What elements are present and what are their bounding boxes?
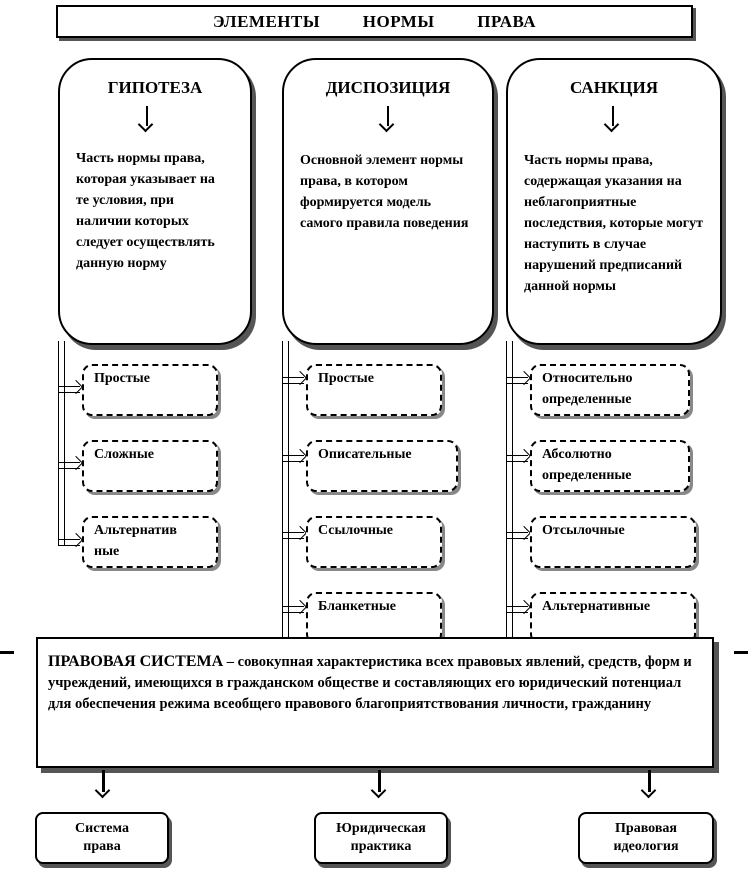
arrow-right-icon xyxy=(58,386,80,393)
arrow-right-icon xyxy=(282,532,304,539)
hypothesis-box xyxy=(58,58,252,345)
hypothesis-type-label: Сложные xyxy=(94,447,154,462)
hypothesis-type-complex xyxy=(82,440,218,492)
hypothesis-type-simple xyxy=(82,364,218,416)
disposition-title: ДИСПОЗИЦИЯ xyxy=(325,78,451,97)
divider-dash xyxy=(0,651,14,654)
arrow-down-icon xyxy=(648,770,651,792)
disposition-connector-line xyxy=(282,341,289,637)
hypothesis-title: ГИПОТЕЗА xyxy=(107,78,203,97)
sanction-type-label: Абсолютно определенные xyxy=(542,447,632,483)
disposition-type-reference xyxy=(306,516,442,568)
hypothesis-type-alternative xyxy=(82,516,218,568)
arrow-right-icon xyxy=(282,455,304,462)
arrow-right-icon xyxy=(282,377,304,384)
sanction-box xyxy=(506,58,722,345)
arrow-right-icon xyxy=(506,377,528,384)
component-law-system xyxy=(35,812,169,864)
component-label: Система права xyxy=(75,821,129,854)
arrow-down-icon xyxy=(612,106,614,126)
arrow-right-icon xyxy=(506,606,528,613)
sanction-definition: Часть нормы права, содержащая указания на неблагоприятные последствия, которые могут наступить в случае нарушений предписаний данной нормы xyxy=(524,153,703,294)
sanction-type-relative xyxy=(530,364,690,416)
arrow-right-icon xyxy=(282,606,304,613)
disposition-type-label: Бланкетные xyxy=(318,599,397,614)
sanction-type-label: Отсылочные xyxy=(542,523,625,538)
legal-system-term: ПРАВОВАЯ СИСТЕМА xyxy=(48,653,224,670)
sanction-connector-line xyxy=(506,341,513,637)
disposition-type-label: Ссылочные xyxy=(318,523,394,538)
component-legal-practice xyxy=(314,812,448,864)
arrow-right-icon xyxy=(58,462,80,469)
hypothesis-connector-line xyxy=(58,341,65,546)
disposition-definition: Основной элемент нормы права, в котором формируется модель самого правила поведения xyxy=(300,153,469,231)
arrow-right-icon xyxy=(506,455,528,462)
arrow-down-icon xyxy=(387,106,389,126)
legal-system-definition: – совокупная характеристика всех правовых явлений, средств, форм и учреждений, имеющихся в гражданском обществе и составляющих его юридический потенциал для обеспечения режима всеобщего правового благоприятствования личности, гражданину xyxy=(48,654,692,712)
sanction-type-absolute xyxy=(530,440,690,492)
disposition-type-label: Простые xyxy=(318,371,374,386)
divider-dash xyxy=(734,651,748,654)
disposition-type-descriptive xyxy=(306,440,458,492)
hypothesis-definition: Часть нормы права, которая указывает на те условия, при наличии которых следует осуществлять данную норму xyxy=(76,151,215,271)
disposition-box xyxy=(282,58,494,345)
hypothesis-type-label: Простые xyxy=(94,371,150,386)
hypothesis-type-label: Альтернатив ные xyxy=(94,523,177,559)
diagram-title-text: ЭЛЕМЕНТЫ НОРМЫ ПРАВА xyxy=(212,11,537,31)
sanction-type-reference xyxy=(530,516,696,568)
sanction-title: САНКЦИЯ xyxy=(570,78,658,97)
component-label: Юридическая практика xyxy=(336,821,426,854)
component-legal-ideology xyxy=(578,812,714,864)
component-label: Правовая идеология xyxy=(613,821,679,854)
sanction-type-label: Альтернативные xyxy=(542,599,651,614)
arrow-right-icon xyxy=(506,532,528,539)
diagram-title xyxy=(56,5,693,38)
arrow-down-icon xyxy=(146,106,148,126)
disposition-type-simple xyxy=(306,364,442,416)
disposition-type-label: Описательные xyxy=(318,447,412,462)
arrow-right-icon xyxy=(58,539,80,546)
arrow-down-icon xyxy=(102,770,105,792)
sanction-type-label: Относительно определенные xyxy=(542,371,633,407)
arrow-down-icon xyxy=(378,770,381,792)
legal-system-definition-box xyxy=(36,637,714,768)
